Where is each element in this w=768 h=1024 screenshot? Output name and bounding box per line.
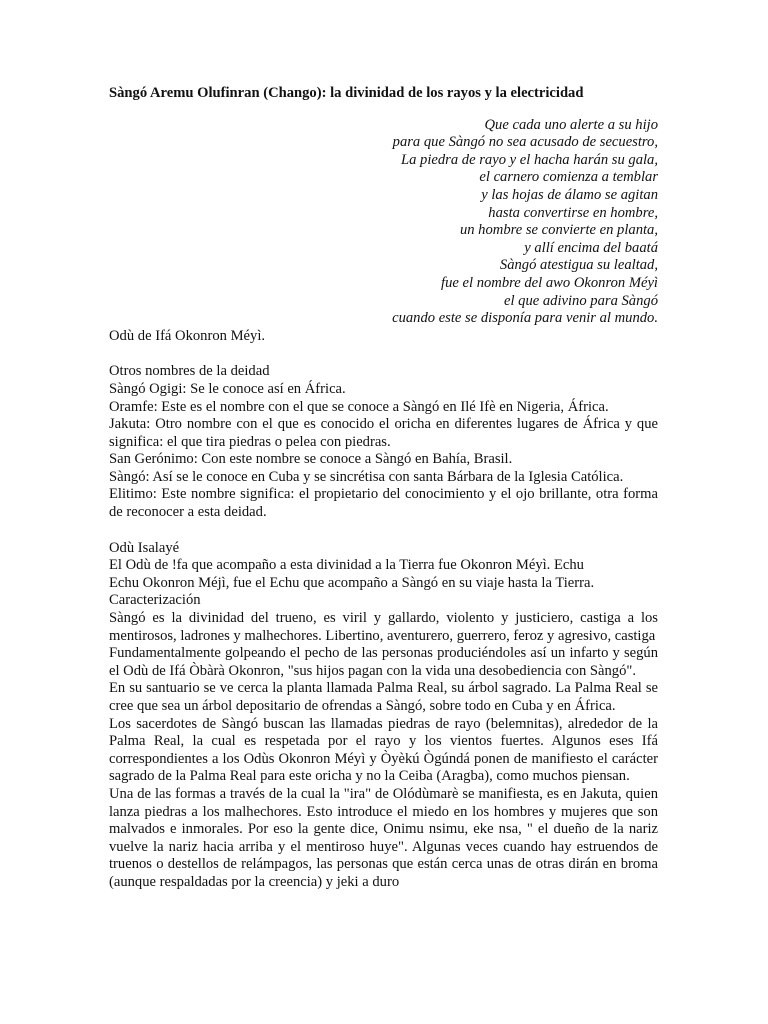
- poem-line: Sàngó atestigua su lealtad,: [499, 257, 658, 274]
- poem-line: La piedra de rayo y el hacha harán su gala,: [401, 151, 658, 168]
- name-entry: Elitimo: Este nombre significa: el propietario del conocimiento y el ojo brillante, otra forma de reconocer a esta deidad.: [109, 486, 658, 521]
- isalaye-text: El Odù de !fa que acompaño a esta divinidad a la Tierra fue Okonron Méyì. Echu: [109, 557, 584, 574]
- name-entry: Sàngó: Así se le conoce en Cuba y se sincrétisa con santa Bárbara de la Iglesia Católica.: [109, 468, 624, 485]
- characterization-paragraph: En su santuario se ve cerca la planta llamada Palma Real, su árbol sagrado. La Palma Real se cree que sea un árbol depositario de ofrendas a Sàngó, sobre todo en Cuba y en África.: [109, 680, 658, 714]
- document-title: Sàngó Aremu Olufinran (Chango): la divinidad de los rayos y la electricidad: [109, 85, 584, 101]
- poem-line: y las hojas de álamo se agitan: [481, 186, 658, 203]
- name-entry: Sàngó Ogigi: Se le conoce así en África.: [109, 380, 346, 397]
- characterization-paragraph: Los sacerdotes de Sàngó buscan las llamadas piedras de rayo (belemnitas), alrededor de la Palma Real, la cual es respetada por el rayo y los vientos fuertes. Algunos eses Ifá correspondientes a los Odùs Okonron Méyì y Òyèkú Ògúndá ponen de manifiesto el carácter sagrado de la Palma Real para este oricha y no la Ceiba (Aragba), como muchos piensan.: [109, 715, 658, 785]
- isalaye-text: Echu Okonron Méjì, fue el Echu que acompaño a Sàngó en su viaje hasta la Tierra.: [109, 574, 595, 591]
- poem-line: un hombre se convierte en planta,: [459, 222, 658, 239]
- poem-line: hasta convertirse en hombre,: [488, 204, 658, 221]
- poem-line: para que Sàngó no sea acusado de secuestro,: [392, 134, 658, 151]
- name-entry: San Gerónimo: Con este nombre se conoce a Sàngó en Bahía, Brasil.: [109, 451, 513, 468]
- name-entry: Oramfe: Este es el nombre con el que se conoce a Sàngó en Ilé Ifè en Nigeria, África.: [109, 398, 609, 415]
- poem-source: Odù de Ifá Okonron Méyì.: [109, 327, 266, 344]
- characterization-heading: Caracterización: [109, 592, 201, 609]
- poem-line: Que cada uno alerte a su hijo: [484, 116, 658, 133]
- characterization-paragraph: Fundamentalmente golpeando el pecho de las personas produciéndoles así un infarto y según el Odù de Ifá Òbàrà Okonron, "sus hijos pagan con la vida una desobediencia con Sàngó".: [109, 645, 658, 679]
- spacer: [109, 345, 658, 363]
- name-entry: Jakuta: Otro nombre con el que es conocido el oricha en diferentes lugares de África y que significa: el que tira piedras o pelea con piedras.: [109, 416, 658, 450]
- poem-line: fue el nombre del awo Okonron Méyì: [441, 274, 658, 291]
- characterization-paragraph: Sàngó es la divinidad del trueno, es viril y gallardo, violento y justiciero, castiga a los mentirosos, ladrones y malhechores. Libertino, aventurero, guerrero, feroz y agresivo, castiga: [109, 610, 658, 644]
- poem-line: y allí encima del baatá: [524, 239, 658, 256]
- poem-line: cuando este se disponía para venir al mundo.: [392, 310, 658, 327]
- opening-poem: [109, 117, 658, 328]
- spacer: [109, 522, 658, 540]
- isalaye-heading: Odù Isalayé: [109, 539, 180, 556]
- characterization-paragraph: Una de las formas a través de la cual la "ira" de Olódùmarè se manifiesta, es en Jakuta, quien lanza piedras a los malhechores. Esto introduce el miedo en los hombres y mujeres que son malvados e inmorales. Por eso la gente dice, Onimu nsimu, eke nsa, " el dueño de la nariz vuelve la nariz hacia arriba y el mentiroso huye". Algunas veces cuando hay estruendos de truenos o destellos de relámpagos, las personas que están cerca unas de otras dirán en broma (aunque respaldadas por la creencia) y jeki a duro: [109, 785, 658, 890]
- document-page: [109, 85, 658, 892]
- poem-line: el carnero comienza a temblar: [479, 169, 658, 186]
- poem-line: el que adivino para Sàngó: [503, 292, 658, 309]
- names-heading: Otros nombres de la deidad: [109, 363, 270, 380]
